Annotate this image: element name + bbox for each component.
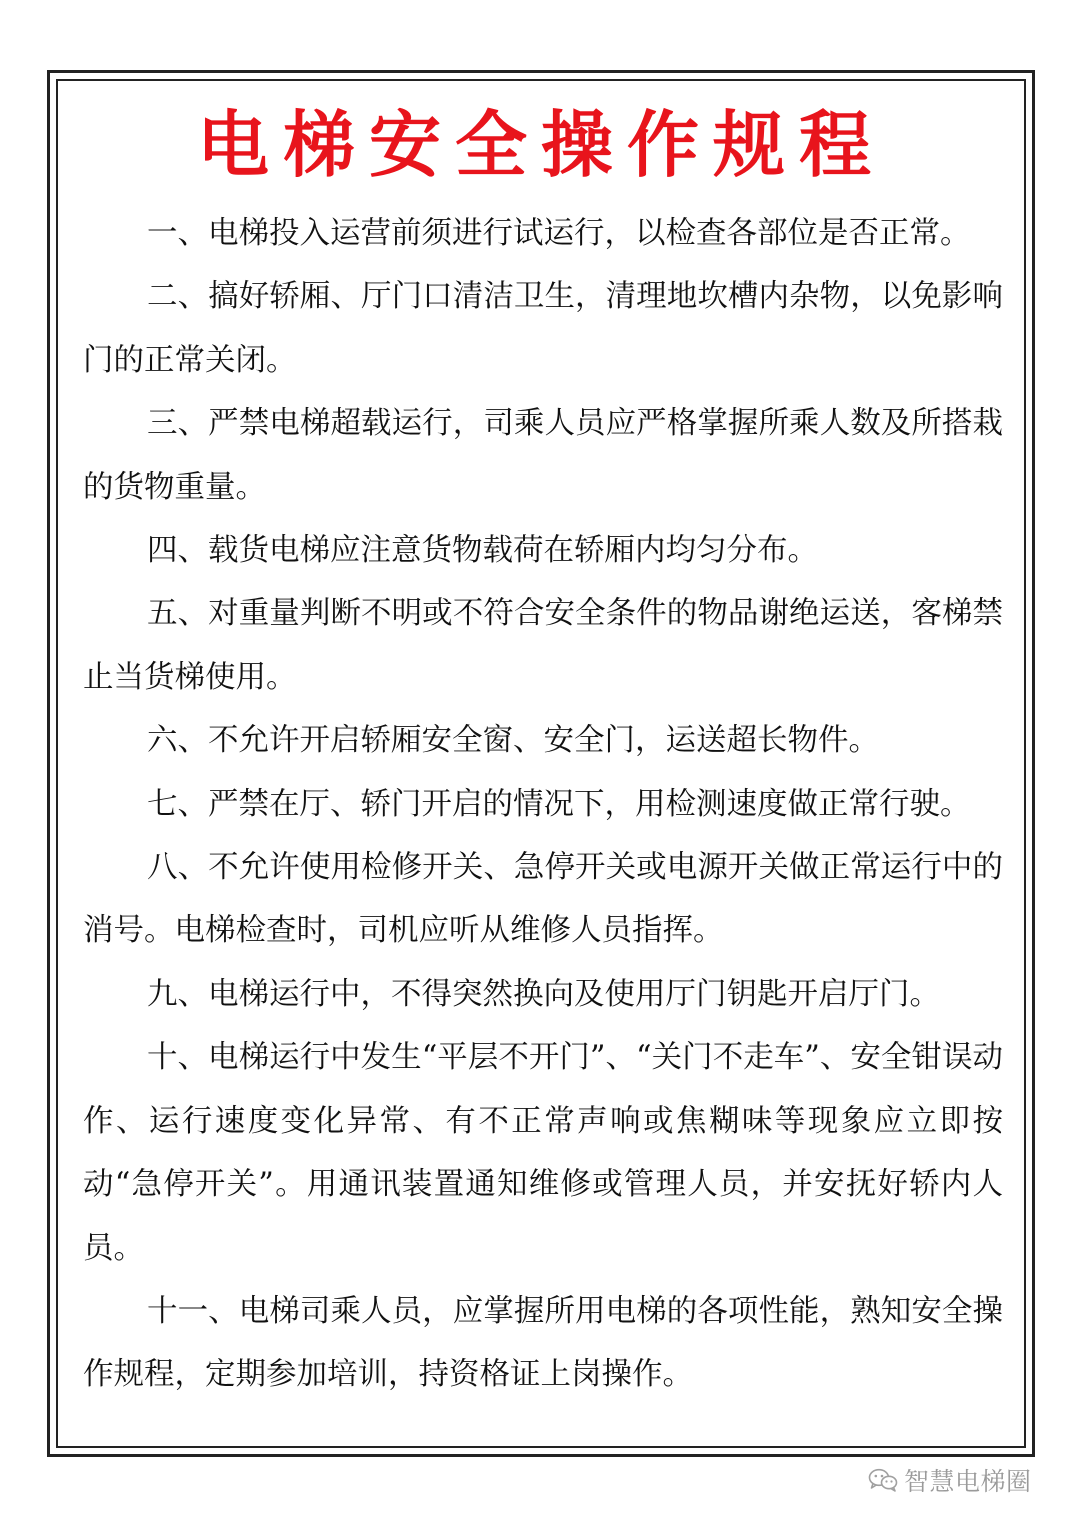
wechat-icon <box>868 1468 898 1492</box>
rule-9: 九、电梯运行中，不得突然换向及使用厅门钥匙开启厅门。 <box>147 976 940 1012</box>
rule-11: 十一、电梯司乘人员，应掌握所用电梯的各项性能，熟知安全操作规程，定期参加培训，持资格证上岗操作。 <box>83 1293 1003 1393</box>
rule-4: 四、载货电梯应注意货物载荷在轿厢内均匀分布。 <box>147 533 818 569</box>
rule-10: 十、电梯运行中发生“平层不开门”、“关门不走车”、安全钳误动作、运行速度变化异常、有不正常声响或焦糊味等现象应立即按动“急停开关”。用通讯装置通知维修或管理人员，并安抚好轿内人员。 <box>83 1040 1003 1266</box>
watermark <box>868 1462 1032 1498</box>
rule-8: 八、不允许使用检修开关、急停开关或电源开关做正常运行中的消号。电梯检查时，司机应听从维修人员指挥。 <box>83 850 1003 949</box>
rule-2: 二、搞好轿厢、厅门口清洁卫生，清理地坎槽内杂物，以免影响门的正常关闭。 <box>83 279 1003 378</box>
sign-title: 电梯安全操作规程 <box>196 103 885 187</box>
rule-5: 五、对重量判断不明或不符合安全条件的物品谢绝运送，客梯禁止当货梯使用。 <box>83 596 1003 695</box>
sign-frame <box>47 70 1035 1457</box>
rules-list <box>83 202 1003 1407</box>
rule-6: 六、不允许开启轿厢安全窗、安全门，运送超长物件。 <box>147 723 879 759</box>
watermark-text: 智慧电梯圈 <box>904 1467 1032 1496</box>
rule-7: 七、严禁在厅、轿门开启的情况下，用检测速度做正常行驶。 <box>147 786 971 822</box>
rule-3: 三、严禁电梯超载运行，司乘人员应严格掌握所乘人数及所搭栽的货物重量。 <box>83 406 1003 505</box>
rule-1: 一、电梯投入运营前须进行试运行，以检查各部位是否正常。 <box>147 216 971 251</box>
